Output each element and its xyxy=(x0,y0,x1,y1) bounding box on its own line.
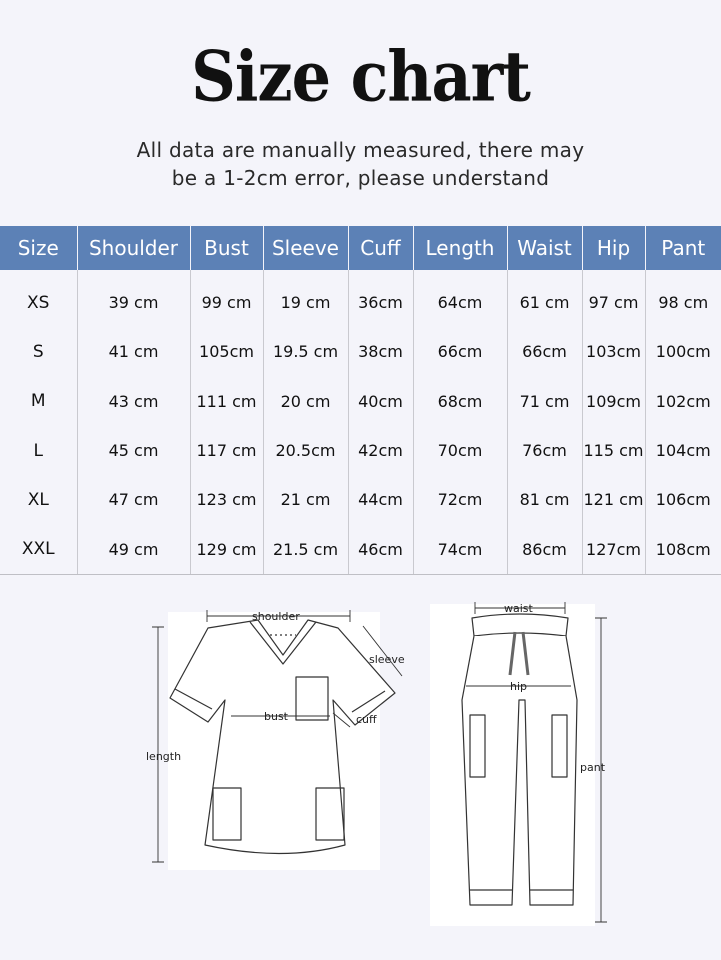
table-cell: 66cm xyxy=(413,327,507,376)
table-cell: 72cm xyxy=(413,475,507,524)
header-sleeve: Sleeve xyxy=(263,226,348,270)
label-sleeve: sleeve xyxy=(369,653,405,666)
table-cell: 99 cm xyxy=(190,278,263,327)
header-pant: Pant xyxy=(645,226,721,270)
table-cell: 47 cm xyxy=(77,475,190,524)
table-cell: 97 cm xyxy=(582,278,645,327)
table-cell: 81 cm xyxy=(507,475,582,524)
table-cell: M xyxy=(30,391,46,412)
label-length: length xyxy=(146,750,182,763)
label-bust: bust xyxy=(264,710,288,723)
table-cell: 43 cm xyxy=(77,377,190,426)
table-row xyxy=(0,278,721,327)
label-hip: hip xyxy=(510,680,528,693)
table-row xyxy=(0,377,721,426)
size-table xyxy=(0,226,721,575)
table-cell: L xyxy=(33,440,43,461)
table-row xyxy=(0,524,721,574)
table-cell: 44cm xyxy=(348,475,413,524)
label-pant: pant xyxy=(580,761,606,774)
table-cell: 49 cm xyxy=(77,524,190,574)
table-cell: 111 cm xyxy=(190,377,263,426)
table-cell: 21 cm xyxy=(263,475,348,524)
header-size: Size xyxy=(0,226,77,270)
table-cell: 39 cm xyxy=(77,278,190,327)
table-cell: XS xyxy=(27,292,50,313)
garment-diagram xyxy=(0,590,721,960)
table-cell: 105cm xyxy=(190,327,263,376)
table-cell: 21.5 cm xyxy=(263,524,348,574)
table-cell: 61 cm xyxy=(507,278,582,327)
scrub-pants-illustration xyxy=(430,604,595,926)
label-cuff: cuff xyxy=(356,713,377,726)
table-cell: 115 cm xyxy=(582,426,645,475)
table-row xyxy=(0,426,721,475)
subtitle-line-2: be a 1-2cm error, please understand xyxy=(171,166,550,190)
table-cell: 123 cm xyxy=(190,475,263,524)
subtitle xyxy=(0,136,721,192)
table-cell: 100cm xyxy=(645,327,721,376)
label-waist: waist xyxy=(504,602,533,615)
header-hip: Hip xyxy=(582,226,645,270)
table-cell: 70cm xyxy=(413,426,507,475)
table-cell: 68cm xyxy=(413,377,507,426)
table-cell: 129 cm xyxy=(190,524,263,574)
table-cell: 127cm xyxy=(582,524,645,574)
table-cell: 64cm xyxy=(413,278,507,327)
table-cell: 46cm xyxy=(348,524,413,574)
table-cell: 74cm xyxy=(413,524,507,574)
header-waist: Waist xyxy=(507,226,582,270)
table-cell: 20.5cm xyxy=(263,426,348,475)
subtitle-line-1: All data are manually measured, there may xyxy=(136,138,585,162)
page-title: Size chart xyxy=(191,35,530,118)
header-shoulder: Shoulder xyxy=(77,226,190,270)
header-cuff: Cuff xyxy=(348,226,413,270)
table-cell: 121 cm xyxy=(582,475,645,524)
table-cell: 71 cm xyxy=(507,377,582,426)
label-shoulder: shoulder xyxy=(252,610,300,623)
table-cell: 38cm xyxy=(348,327,413,376)
table-cell: 117 cm xyxy=(190,426,263,475)
table-cell: 41 cm xyxy=(77,327,190,376)
table-row xyxy=(0,327,721,376)
header-bust: Bust xyxy=(190,226,263,270)
table-cell: 103cm xyxy=(582,327,645,376)
table-row xyxy=(0,475,721,524)
table-cell: 66cm xyxy=(507,327,582,376)
table-cell: 40cm xyxy=(348,377,413,426)
scrub-top-illustration xyxy=(168,612,395,870)
table-cell: 108cm xyxy=(645,524,721,574)
table-cell: S xyxy=(32,341,44,362)
table-cell: 20 cm xyxy=(263,377,348,426)
table-cell: XXL xyxy=(0,524,77,574)
table-cell: 19 cm xyxy=(263,278,348,327)
table-cell: 86cm xyxy=(507,524,582,574)
table-cell: 42cm xyxy=(348,426,413,475)
table-cell: 106cm xyxy=(645,475,721,524)
table-cell: 45 cm xyxy=(77,426,190,475)
table-cell: XL xyxy=(27,489,49,510)
table-cell: 36cm xyxy=(348,278,413,327)
header-row xyxy=(0,226,721,270)
table-cell: 109cm xyxy=(582,377,645,426)
header-length: Length xyxy=(413,226,507,270)
table-cell: 102cm xyxy=(645,377,721,426)
table-cell: 104cm xyxy=(645,426,721,475)
table-cell: 98 cm xyxy=(645,278,721,327)
table-cell: 19.5 cm xyxy=(263,327,348,376)
table-cell: 76cm xyxy=(507,426,582,475)
